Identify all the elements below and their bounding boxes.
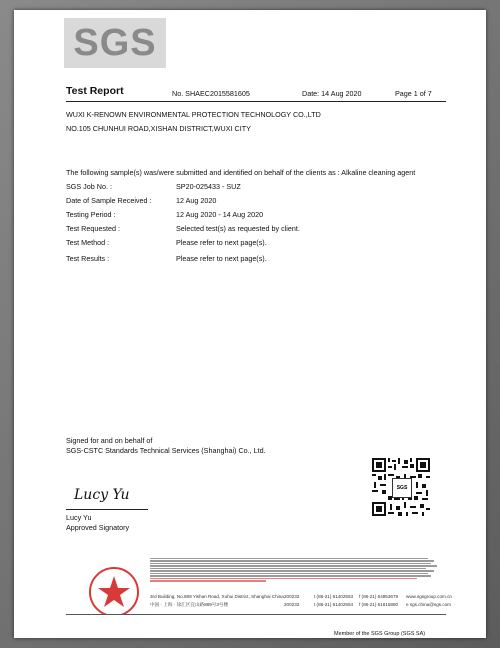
field-value: 12 Aug 2020 - 14 Aug 2020 xyxy=(176,210,264,219)
footer-email: e sgs.china@sgs.com xyxy=(406,602,452,607)
field-value: Selected test(s) as requested by client. xyxy=(176,224,300,233)
signature-rule xyxy=(66,509,148,510)
footer-address-cn: 中国 · 上海 · 徐汇区宜山路889号3号楼 xyxy=(150,602,229,607)
report-number: No. SHAEC2015581605 xyxy=(172,89,250,98)
footer-address-en: 3rd Building, No.889 Yishan Road, Xuhui District, Shanghai China xyxy=(150,594,284,599)
signatory-role: Approved Signatory xyxy=(66,523,130,532)
report-page xyxy=(14,10,486,638)
field-value: 12 Aug 2020 xyxy=(176,196,217,205)
footer-postcode-cn: 200233 xyxy=(284,602,300,607)
field-value: Please refer to next page(s). xyxy=(176,254,267,263)
qr-code xyxy=(372,458,430,516)
footer-fax-2: f (86-21) 61615880 xyxy=(359,602,399,607)
footer-fax-1: f (86-21) 64953679 xyxy=(359,594,399,599)
intro-text: The following sample(s) was/were submitted and identified on behalf of the clients as : Alkaline cleaning agent xyxy=(66,168,416,177)
footer-phone-1: t (86-21) 61402553 xyxy=(314,594,354,599)
header-rule xyxy=(66,101,446,102)
field-label: SGS Job No. : xyxy=(66,182,112,191)
official-seal-icon xyxy=(78,562,150,614)
footer-postcode: 200233 xyxy=(284,594,300,599)
sgs-group-member: Member of the SGS Group (SGS SA) xyxy=(334,631,426,637)
field-label: Testing Period : xyxy=(66,210,116,219)
signatory-name: Lucy Yu xyxy=(66,513,92,522)
field-label: Date of Sample Received : xyxy=(66,196,152,205)
qr-center-label: SGS xyxy=(392,478,412,498)
terms-fine-print xyxy=(150,558,440,583)
footer-phone-2: t (86-21) 61402554 xyxy=(314,602,354,607)
field-value: Please refer to next page(s). xyxy=(176,238,267,247)
page-number: Page 1 of 7 xyxy=(395,89,432,98)
footer-rule xyxy=(66,614,446,615)
client-address: NO.105 CHUNHUI ROAD,XISHAN DISTRICT,WUXI CITY xyxy=(66,124,251,133)
sgs-logo xyxy=(64,18,166,68)
signed-line-2: SGS-CSTC Standards Technical Services (Shanghai) Co., Ltd. xyxy=(66,446,266,455)
report-title: Test Report xyxy=(66,85,124,97)
client-name: WUXI K-RENOWN ENVIRONMENTAL PROTECTION TECHNOLOGY CO.,LTD xyxy=(66,110,321,119)
signature: Lucy Yu xyxy=(74,487,130,503)
field-label: Test Results : xyxy=(66,254,110,263)
signed-line-1: Signed for and on behalf of xyxy=(66,436,153,445)
field-label: Test Method : xyxy=(66,238,110,247)
footer-web: www.sgsgroup.com.cn xyxy=(406,594,452,599)
field-value: SP20-025433 - SUZ xyxy=(176,182,241,191)
report-date: Date: 14 Aug 2020 xyxy=(302,89,362,98)
field-label: Test Requested : xyxy=(66,224,120,233)
logo-text: SGS xyxy=(73,21,157,64)
